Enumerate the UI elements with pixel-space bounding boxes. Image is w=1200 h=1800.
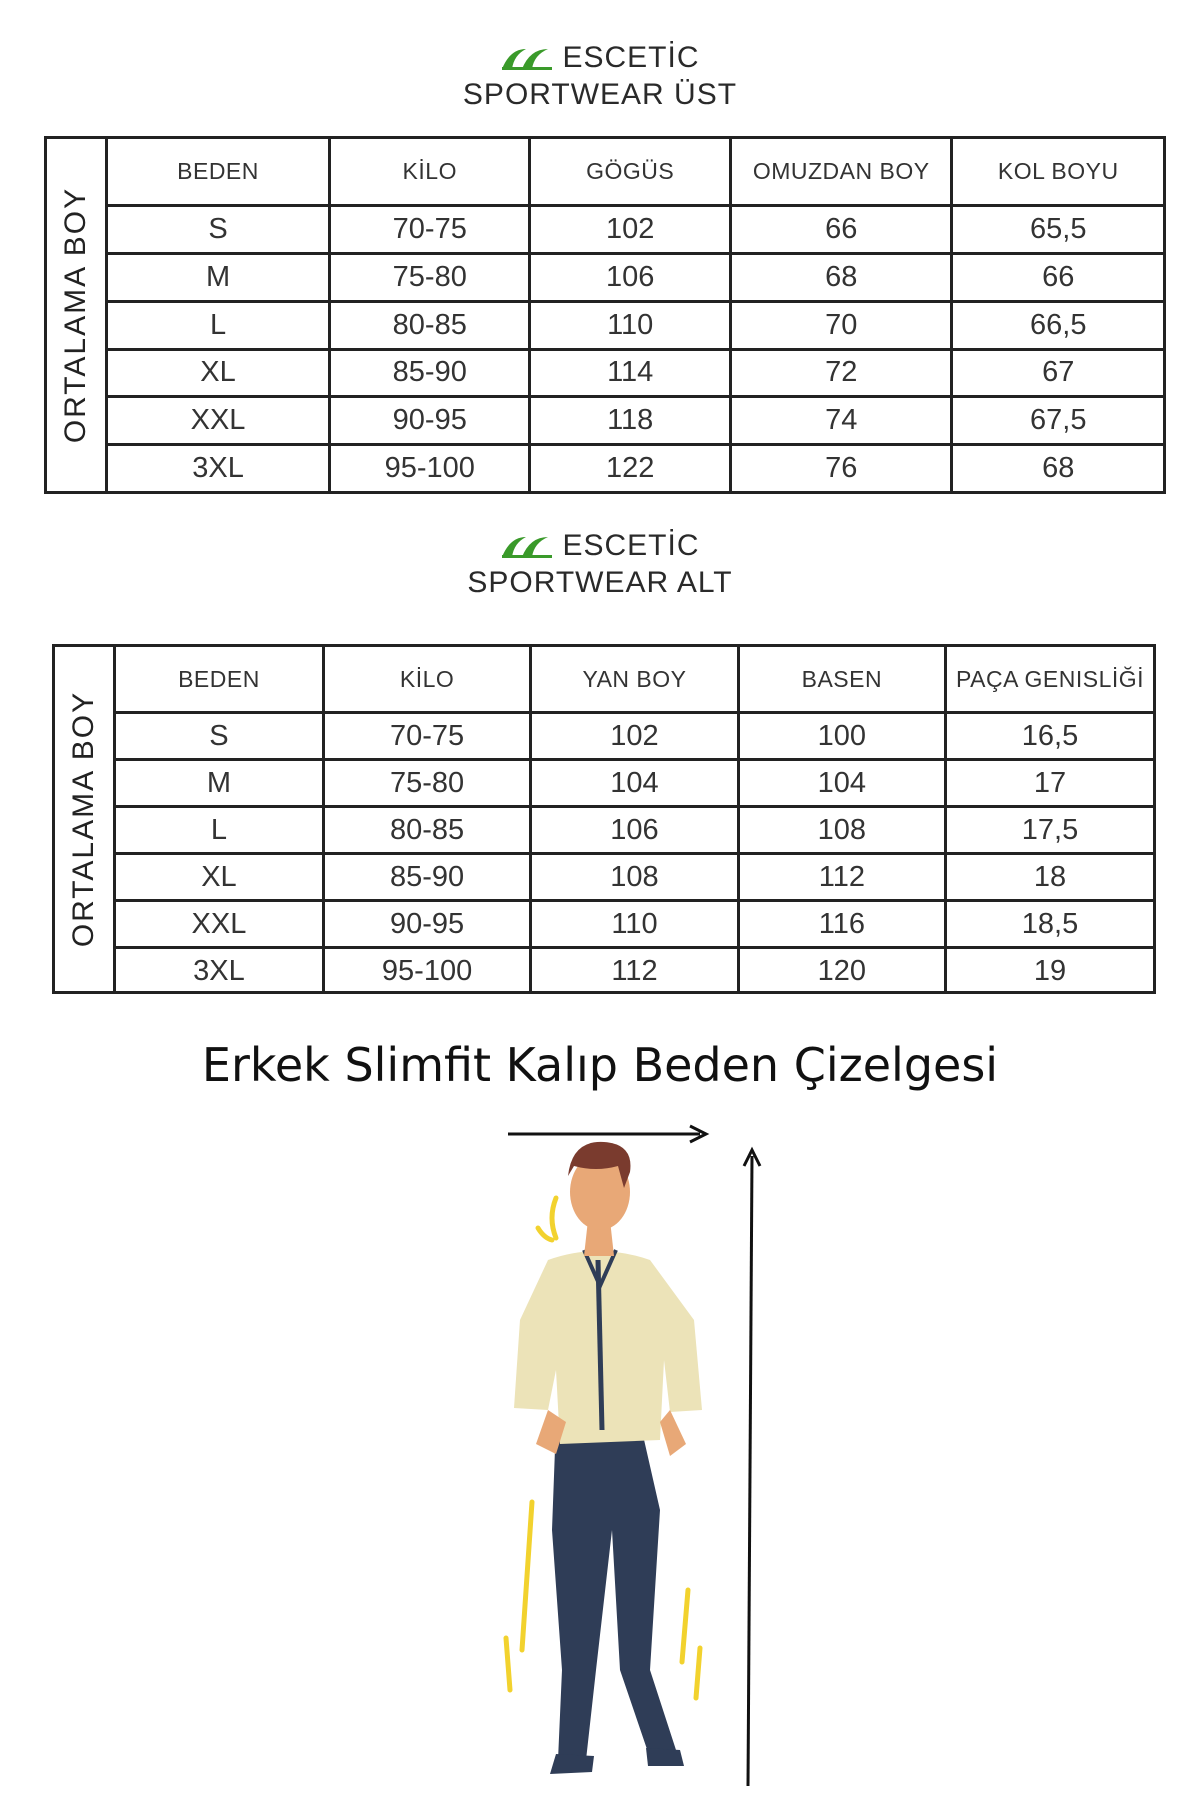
weight-cell: 95-100: [330, 445, 530, 491]
size-cell: 3XL: [108, 445, 330, 491]
hem-width-cell: 16,5: [946, 713, 1153, 760]
weight-cell: 85-90: [323, 854, 530, 901]
table-header-row: [116, 647, 1153, 713]
side-length-cell: 104: [531, 760, 738, 807]
size-cell: S: [116, 713, 323, 760]
table-row: [116, 901, 1153, 948]
hem-width-cell: 19: [946, 948, 1153, 994]
chest-cell: 118: [530, 397, 730, 445]
weight-cell: 90-95: [330, 397, 530, 445]
sleeve-cell: 67: [952, 349, 1163, 397]
table-header-row: [108, 139, 1163, 206]
table-row: [116, 760, 1153, 807]
sleeve-cell: 65,5: [952, 206, 1163, 254]
header-cell: BASEN: [738, 647, 945, 713]
length-cell: 68: [730, 253, 952, 301]
brand-logo: [0, 528, 1200, 564]
chest-cell: 122: [530, 445, 730, 491]
side-length-cell: 108: [531, 854, 738, 901]
weight-cell: 75-80: [323, 760, 530, 807]
header-cell: GÖGÜS: [530, 139, 730, 206]
leaf-logo-icon: [500, 45, 556, 71]
hip-cell: 108: [738, 807, 945, 854]
side-length-cell: 102: [531, 713, 738, 760]
chest-cell: 110: [530, 301, 730, 349]
side-length-cell: 112: [531, 948, 738, 994]
size-chart-bottom: [52, 644, 1156, 994]
header-cell: KİLO: [330, 139, 530, 206]
page-headline: Erkek Slimfit Kalıp Beden Çizelgesi: [201, 1038, 999, 1092]
size-cell: XL: [108, 349, 330, 397]
hem-width-cell: 17: [946, 760, 1153, 807]
hip-cell: 116: [738, 901, 945, 948]
size-cell: M: [108, 253, 330, 301]
size-cell: L: [116, 807, 323, 854]
weight-cell: 85-90: [330, 349, 530, 397]
leaf-logo-icon: [500, 533, 556, 559]
size-cell: 3XL: [116, 948, 323, 994]
table-row: [116, 807, 1153, 854]
width-arrow-icon: [508, 1126, 706, 1142]
table-row: [116, 948, 1153, 994]
sleeve-cell: 66: [952, 253, 1163, 301]
brand-name: ESCETİC: [562, 41, 700, 74]
hem-width-cell: 18: [946, 854, 1153, 901]
hip-cell: 112: [738, 854, 945, 901]
hip-cell: 104: [738, 760, 945, 807]
size-cell: S: [108, 206, 330, 254]
header-cell: KİLO: [323, 647, 530, 713]
header-cell: YAN BOY: [531, 647, 738, 713]
table-row: [108, 397, 1163, 445]
header-cell: BEDEN: [108, 139, 330, 206]
header-cell: PAÇA GENISLİĞİ: [946, 647, 1153, 713]
hem-width-cell: 17,5: [946, 807, 1153, 854]
weight-cell: 95-100: [323, 948, 530, 994]
length-cell: 70: [730, 301, 952, 349]
side-length-cell: 110: [531, 901, 738, 948]
weight-cell: 80-85: [323, 807, 530, 854]
side-label-cell: [47, 139, 108, 491]
brand-logo: [0, 40, 1200, 76]
chest-cell: 102: [530, 206, 730, 254]
table-row: [108, 349, 1163, 397]
size-table-top: [108, 139, 1163, 491]
table-row: [108, 445, 1163, 491]
height-arrow-icon: [744, 1150, 760, 1786]
weight-cell: 75-80: [330, 253, 530, 301]
size-cell: XL: [116, 854, 323, 901]
chest-cell: 106: [530, 253, 730, 301]
side-label: ORTALAMA BOY: [67, 690, 100, 948]
header-cell: KOL BOYU: [952, 139, 1163, 206]
table-row: [108, 301, 1163, 349]
table-row: [116, 713, 1153, 760]
weight-cell: 90-95: [323, 901, 530, 948]
table-row: [108, 206, 1163, 254]
brand-header-top: [0, 40, 1200, 112]
header-cell: BEDEN: [116, 647, 323, 713]
man-illustration: [0, 1110, 1200, 1800]
header-cell: OMUZDAN BOY: [730, 139, 952, 206]
weight-cell: 80-85: [330, 301, 530, 349]
length-cell: 76: [730, 445, 952, 491]
chart-subtitle: SPORTWEAR ÜST: [462, 78, 738, 111]
size-cell: M: [116, 760, 323, 807]
hip-cell: 120: [738, 948, 945, 994]
weight-cell: 70-75: [330, 206, 530, 254]
side-label-cell: [55, 647, 116, 991]
brand-header-bottom: [0, 528, 1200, 600]
table-row: [108, 253, 1163, 301]
sleeve-cell: 68: [952, 445, 1163, 491]
table-row: [116, 854, 1153, 901]
length-cell: 72: [730, 349, 952, 397]
chest-cell: 114: [530, 349, 730, 397]
size-chart-top: [44, 136, 1166, 494]
weight-cell: 70-75: [323, 713, 530, 760]
length-cell: 66: [730, 206, 952, 254]
brand-name: ESCETİC: [562, 529, 700, 562]
size-cell: XXL: [108, 397, 330, 445]
hip-cell: 100: [738, 713, 945, 760]
side-length-cell: 106: [531, 807, 738, 854]
sleeve-cell: 66,5: [952, 301, 1163, 349]
size-table-bottom: [116, 647, 1153, 993]
size-cell: L: [108, 301, 330, 349]
chart-subtitle: SPORTWEAR ALT: [467, 566, 733, 599]
length-cell: 74: [730, 397, 952, 445]
size-cell: XXL: [116, 901, 323, 948]
sleeve-cell: 67,5: [952, 397, 1163, 445]
side-label: ORTALAMA BOY: [59, 186, 92, 444]
hem-width-cell: 18,5: [946, 901, 1153, 948]
